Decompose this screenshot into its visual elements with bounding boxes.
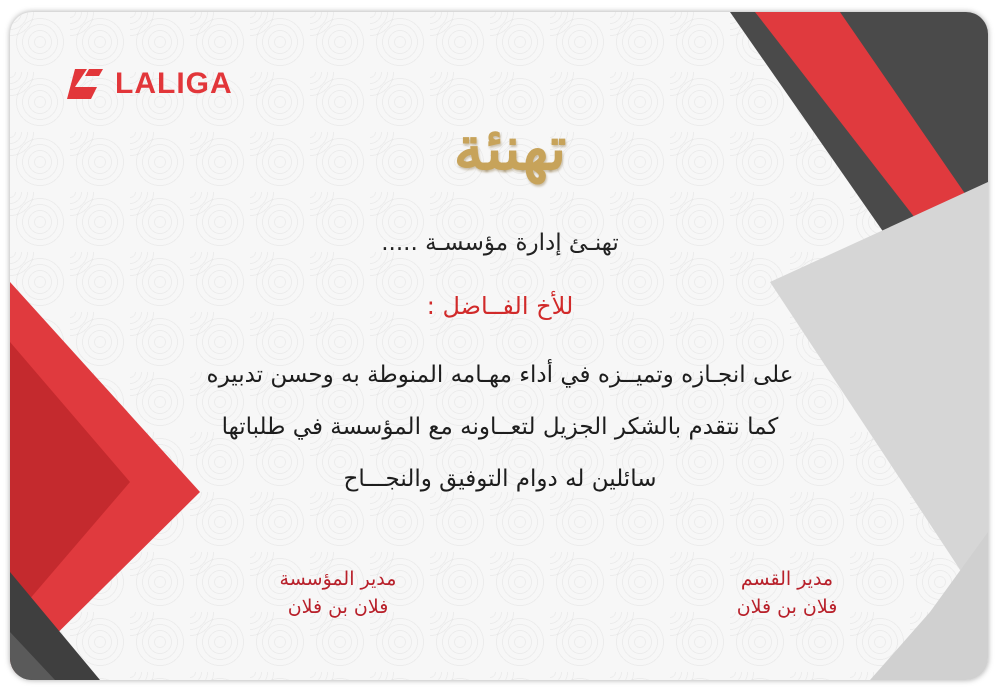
body-line-1: على انجـازه وتميــزه في أداء مهـامه المنوطة به وحسن تدبيره [206, 362, 794, 388]
body-line-2: كما نتقدم بالشكر الجزيل لتعــاونه مع المؤسسة في طلباتها [221, 414, 779, 440]
laliga-wordmark: LALIGA [115, 67, 233, 100]
body-line-3: سائلين له دوام التوفيق والنجـــاح [343, 466, 657, 492]
certificate-title: تهنئة [453, 114, 567, 184]
intro-line: تهنـئ إدارة مؤسسـة ..... [381, 230, 619, 256]
signature-institution-director [248, 565, 428, 621]
signature-name: فلان بن فلان [736, 596, 838, 618]
signature-name: فلان بن فلان [287, 596, 389, 618]
signature-title: مدير القسم [740, 568, 834, 590]
laliga-mark-icon [65, 67, 105, 101]
signature-department-head [697, 565, 877, 621]
title-calligraphy [410, 74, 610, 224]
signature-title: مدير المؤسسة [279, 568, 397, 590]
recipient-line: للأخ الفــاضل : [426, 292, 574, 320]
laliga-logo [65, 67, 233, 101]
